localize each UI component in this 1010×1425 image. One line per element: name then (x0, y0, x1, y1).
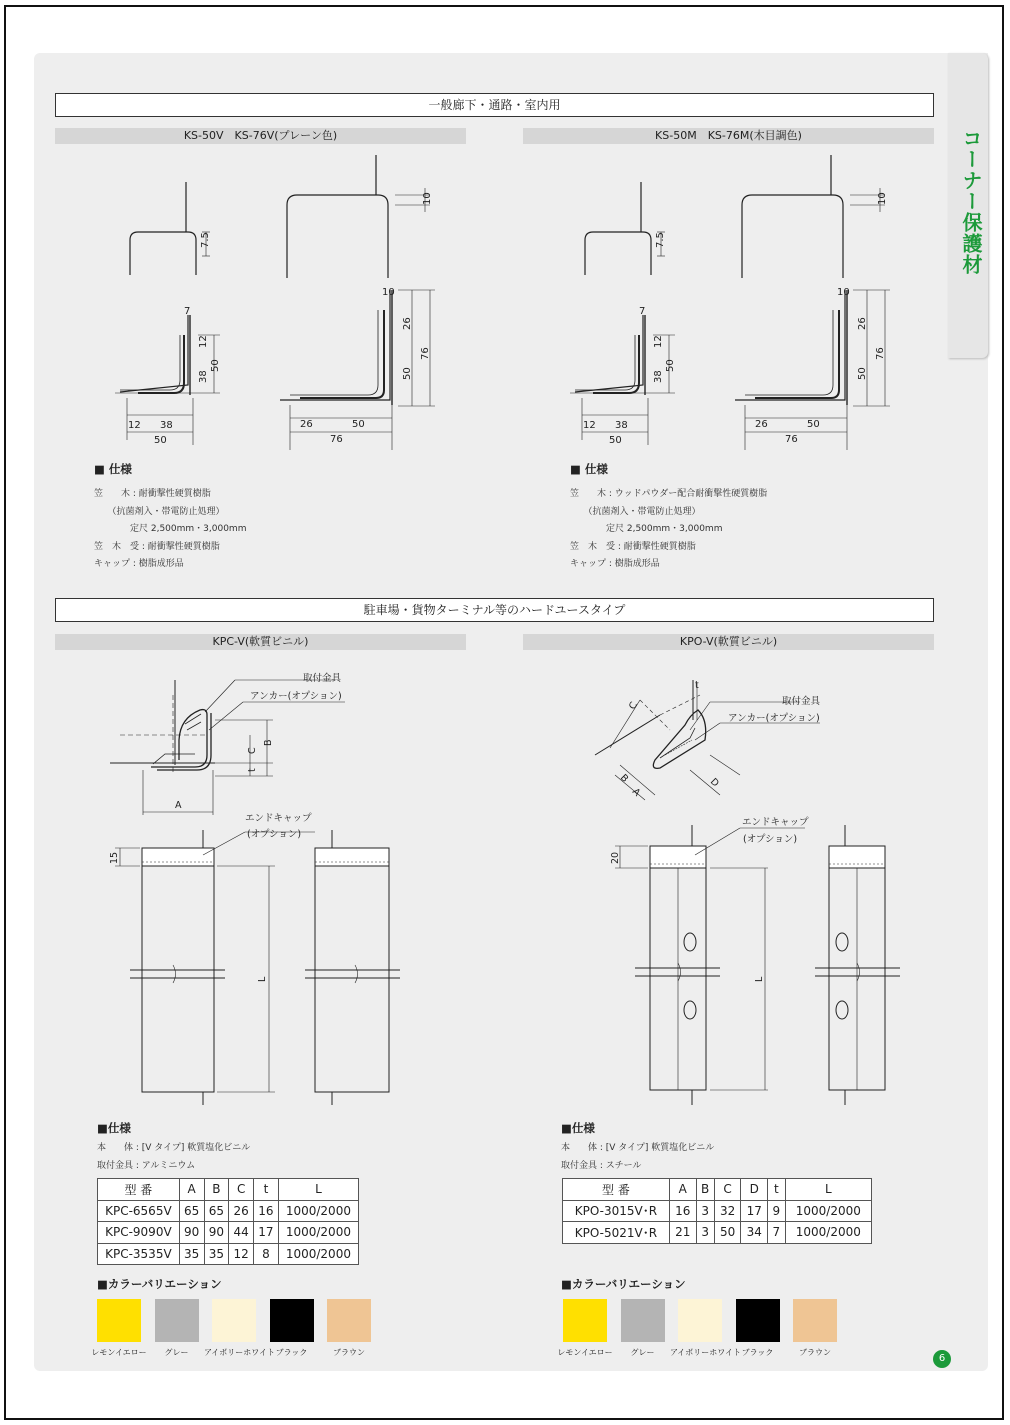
swatch-box (97, 1299, 141, 1342)
col-header: L (278, 1179, 358, 1201)
table-cell: 50 (714, 1222, 741, 1244)
table-cell: 1000/2000 (278, 1222, 358, 1244)
dim-12: 12 (198, 335, 209, 348)
table-row (98, 1222, 359, 1244)
swatch-box (270, 1299, 314, 1342)
dim-76-h: 76 (330, 434, 343, 445)
table-row (98, 1200, 359, 1222)
dim-t: t (247, 768, 258, 772)
table-cell: 8 (254, 1243, 279, 1265)
dim-50-h: 50 (609, 435, 622, 446)
swatch-label: ブラウン (799, 1348, 831, 1357)
dim-26-v: 26 (857, 317, 868, 330)
table-cell: 17 (254, 1222, 279, 1244)
table-cell: 35 (179, 1243, 204, 1265)
bracket-label: 取付金具 (303, 673, 342, 684)
col-header: 型 番 (563, 1179, 670, 1201)
endcap-label: エンドキャップ (742, 817, 809, 828)
section1-right-subtitle: KS-50M KS-76M(木目調色) (523, 128, 934, 144)
dim-l: L (257, 976, 268, 982)
table-cell: 35 (204, 1243, 229, 1265)
table-cell: 3 (696, 1222, 714, 1244)
spec-line: （抗菌剤入・帯電防止処理） (94, 506, 225, 517)
dim-38-v: 38 (653, 370, 664, 383)
endcap-label: エンドキャップ (245, 813, 312, 824)
dim-15: 15 (109, 851, 120, 864)
table-row (563, 1222, 872, 1244)
kpo-color-title: ■カラーバリエーション (561, 1277, 686, 1291)
spec-line: 定尺 2,500mm・3,000mm (94, 524, 247, 534)
ks-v-drawings (100, 150, 460, 455)
table-cell: 12 (229, 1243, 254, 1265)
table-cell: 90 (179, 1222, 204, 1244)
side-tab-label: コーナー保護材 (959, 128, 983, 275)
dim-38-v: 38 (198, 370, 209, 383)
col-header: A (179, 1179, 204, 1201)
swatch-box (327, 1299, 371, 1342)
swatch-box (678, 1299, 722, 1342)
color-swatch (793, 1299, 837, 1358)
swatch-box (155, 1299, 199, 1342)
table-cell: 26 (229, 1200, 254, 1222)
table-cell: 1000/2000 (278, 1243, 358, 1265)
swatch-label: グレー (630, 1348, 655, 1357)
dim-7: 7 (184, 306, 191, 317)
color-swatch (204, 1299, 276, 1358)
section2-title: 駐車場・貨物ターミナル等のハードユースタイプ (55, 598, 934, 622)
table-cell: 7 (768, 1222, 786, 1244)
dim-12: 12 (653, 335, 664, 348)
table-row (563, 1200, 872, 1222)
color-swatch (557, 1299, 613, 1358)
col-header: B (696, 1179, 714, 1201)
dim-26-v: 26 (402, 317, 413, 330)
dim-76-h: 76 (785, 434, 798, 445)
table-cell: 1000/2000 (278, 1200, 358, 1222)
dim-a: A (629, 786, 643, 799)
color-swatch (736, 1299, 780, 1358)
dim-b: B (263, 739, 274, 746)
swatch-label: グレー (164, 1348, 189, 1357)
table-header-row (563, 1179, 872, 1201)
table-cell: KPC-9090V (98, 1222, 180, 1244)
section1-left-spec-title: ■ 仕様 (94, 462, 132, 476)
dim-c: C (627, 700, 640, 712)
color-swatch (327, 1299, 371, 1358)
section1-title: 一般廊下・通路・室内用 (55, 93, 934, 117)
spec-line: 取付金具 : アルミニウム (97, 1160, 196, 1171)
color-swatch (621, 1299, 665, 1358)
col-header: L (785, 1179, 871, 1201)
section1-right-spec-title: ■ 仕様 (570, 462, 608, 476)
kpo-drawing (560, 660, 935, 1110)
kpc-color-swatches (91, 1299, 385, 1358)
swatch-box (793, 1299, 837, 1342)
dim-12-h: 12 (583, 420, 596, 431)
table-cell: 17 (741, 1200, 768, 1222)
table-cell: 1000/2000 (785, 1200, 871, 1222)
spec-line: （抗菌剤入・帯電防止処理） (570, 506, 701, 517)
table-row (98, 1243, 359, 1265)
col-header: B (204, 1179, 229, 1201)
swatch-label: アイボリーホワイト (670, 1348, 742, 1357)
color-swatch (155, 1299, 199, 1358)
table-cell: 44 (229, 1222, 254, 1244)
col-header: C (714, 1179, 741, 1201)
table-cell: 65 (179, 1200, 204, 1222)
color-swatch (670, 1299, 742, 1358)
color-swatch (91, 1299, 147, 1358)
spec-line: 取付金具 : スチール (561, 1160, 642, 1171)
dim-50-h2: 50 (807, 419, 820, 430)
spec-line: キャップ : 樹脂成形品 (570, 559, 660, 569)
table-cell: 9 (768, 1200, 786, 1222)
col-header: A (669, 1179, 696, 1201)
section2-right-subtitle: KPO-V(軟質ビニル) (523, 634, 934, 650)
dim-10: 10 (837, 287, 850, 298)
dim-50-h: 50 (154, 435, 167, 446)
col-header: C (229, 1179, 254, 1201)
dim-20: 20 (610, 851, 621, 864)
swatch-box (563, 1299, 607, 1342)
dim-76-v: 76 (420, 347, 431, 360)
spec-line: キャップ : 樹脂成形品 (94, 559, 184, 569)
kpo-spec (561, 1140, 714, 1175)
kpo-spec-title: ■仕様 (561, 1121, 595, 1135)
anchor-label: アンカー(オプション) (728, 713, 820, 724)
kpc-table (97, 1178, 359, 1265)
table-cell: 21 (669, 1222, 696, 1244)
dim-50-v2: 50 (857, 367, 868, 380)
table-cell: KPC-3535V (98, 1243, 180, 1265)
dim-38-h: 38 (615, 420, 628, 431)
spec-line: 笠 木 : ウッドパウダー配合耐衝撃性硬質樹脂 (570, 489, 768, 499)
dim-t: t (695, 680, 699, 691)
dim-26-h: 26 (755, 419, 768, 430)
table-cell: 32 (714, 1200, 741, 1222)
swatch-box (736, 1299, 780, 1342)
dim-50-v: 50 (665, 359, 676, 372)
section2-left-subtitle: KPC-V(軟質ビニル) (55, 634, 466, 650)
spec-line: 本 体 : [V タイプ] 軟質塩化ビニル (97, 1143, 251, 1153)
col-header: t (768, 1179, 786, 1201)
endcap-option-label: (オプション) (743, 834, 798, 845)
swatch-label: ブラック (275, 1348, 308, 1357)
table-cell: 90 (204, 1222, 229, 1244)
ks-m-drawings (555, 150, 915, 455)
kpc-color-title: ■カラーバリエーション (97, 1277, 222, 1291)
endcap-option-label: (オプション) (247, 829, 302, 840)
dim-26-h: 26 (300, 419, 313, 430)
dim-7: 7 (639, 306, 646, 317)
dim-12-h: 12 (128, 420, 141, 431)
dim-10-top: 10 (877, 192, 888, 205)
swatch-label: ブラウン (333, 1348, 365, 1357)
page-number: 6 (933, 1350, 951, 1368)
dim-50-h2: 50 (352, 419, 365, 430)
spec-line: 笠 木 受 : 耐衝撃性硬質樹脂 (94, 541, 220, 552)
dim-76-v: 76 (875, 347, 886, 360)
table-cell: 1000/2000 (785, 1222, 871, 1244)
dim-d: D (707, 776, 721, 790)
dim-50-v2: 50 (402, 367, 413, 380)
section1-right-spec (570, 486, 767, 574)
dim-a: A (175, 800, 182, 811)
dim-10-top: 10 (422, 192, 433, 205)
table-cell: 16 (669, 1200, 696, 1222)
col-header: D (741, 1179, 768, 1201)
table-cell: KPO-3015V･R (563, 1200, 670, 1222)
table-cell: 65 (204, 1200, 229, 1222)
table-header-row (98, 1179, 359, 1201)
table-cell: 16 (254, 1200, 279, 1222)
dim-c: C (247, 747, 258, 754)
swatch-label: アイボリーホワイト (204, 1348, 276, 1357)
kpc-spec (97, 1140, 250, 1175)
swatch-label: レモンイエロー (91, 1348, 147, 1357)
dim-b: B (617, 772, 631, 785)
kpo-table (562, 1178, 872, 1244)
section1-left-subtitle: KS-50V KS-76V(プレーン色) (55, 128, 466, 144)
dim-7-5: 7.5 (655, 232, 666, 248)
col-header: 型 番 (98, 1179, 180, 1201)
dim-10: 10 (382, 287, 395, 298)
kpo-color-swatches (557, 1299, 851, 1358)
spec-line: 笠 木 : 耐衝撃性硬質樹脂 (94, 489, 211, 499)
swatch-box (212, 1299, 256, 1342)
dim-50-v: 50 (210, 359, 221, 372)
section1-left-spec (94, 486, 246, 574)
swatch-box (621, 1299, 665, 1342)
table-cell: 3 (696, 1200, 714, 1222)
anchor-label: アンカー(オプション) (250, 691, 342, 702)
kpc-spec-title: ■仕様 (97, 1121, 131, 1135)
swatch-label: レモンイエロー (557, 1348, 613, 1357)
spec-line: 本 体 : [V タイプ] 軟質塩化ビニル (561, 1143, 715, 1153)
dim-38-h: 38 (160, 420, 173, 431)
kpc-drawing (95, 660, 465, 1110)
swatch-label: ブラック (741, 1348, 774, 1357)
dim-7-5: 7.5 (200, 232, 211, 248)
table-cell: KPO-5021V･R (563, 1222, 670, 1244)
spec-line: 定尺 2,500mm・3,000mm (570, 524, 723, 534)
table-cell: 34 (741, 1222, 768, 1244)
bracket-label: 取付金具 (782, 696, 821, 707)
table-cell: KPC-6565V (98, 1200, 180, 1222)
dim-l: L (754, 976, 765, 982)
color-swatch (270, 1299, 314, 1358)
spec-line: 笠 木 受 : 耐衝撃性硬質樹脂 (570, 541, 696, 552)
col-header: t (254, 1179, 279, 1201)
